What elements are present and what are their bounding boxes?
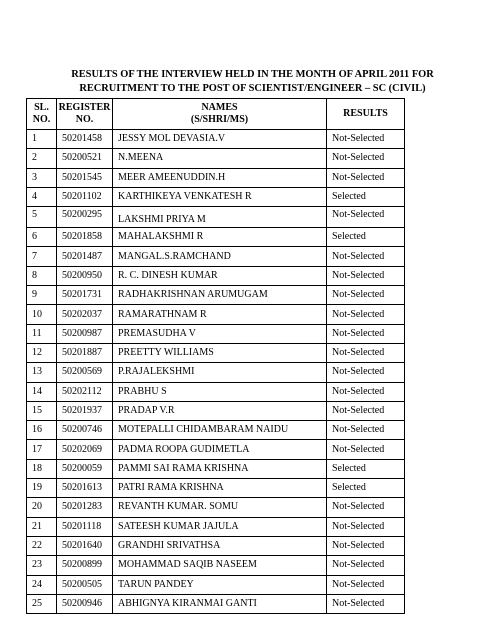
sl-cell: 12 (27, 343, 57, 362)
name-cell: MEER AMEENUDDIN.H (113, 168, 327, 187)
register-cell: 50200059 (57, 459, 113, 478)
result-cell: Selected (327, 228, 405, 247)
result-cell: Not-Selected (327, 556, 405, 575)
result-cell: Not-Selected (327, 207, 405, 228)
name-cell: SATEESH KUMAR JAJULA (113, 517, 327, 536)
sl-cell: 20 (27, 498, 57, 517)
register-cell: 50201102 (57, 187, 113, 206)
header-results: RESULTS (327, 99, 405, 130)
title-line-1: RESULTS OF THE INTERVIEW HELD IN THE MONTH OF APRIL 2011 FOR (71, 69, 434, 80)
result-cell: Not-Selected (327, 440, 405, 459)
name-cell: RAMARATHNAM R (113, 305, 327, 324)
table-row (27, 421, 405, 440)
name-cell: KARTHIKEYA VENKATESH R (113, 187, 327, 206)
title-line-2: RECRUITMENT TO THE POST OF SCIENTIST/ENGINEER – SC (CIVIL) (79, 83, 426, 94)
sl-cell: 18 (27, 459, 57, 478)
result-cell: Not-Selected (327, 363, 405, 382)
table-row (27, 363, 405, 382)
name-cell: PREETTY WILLIAMS (113, 343, 327, 362)
register-cell: 50202037 (57, 305, 113, 324)
register-cell: 50201937 (57, 401, 113, 420)
register-cell: 50200505 (57, 575, 113, 594)
register-cell: 50201731 (57, 286, 113, 305)
result-cell: Not-Selected (327, 168, 405, 187)
name-cell: GRANDHI SRIVATHSA (113, 536, 327, 555)
register-cell: 50201640 (57, 536, 113, 555)
sl-cell: 7 (27, 247, 57, 266)
name-cell: MOHAMMAD SAQIB NASEEM (113, 556, 327, 575)
sl-cell: 5 (27, 207, 57, 228)
result-cell: Not-Selected (327, 247, 405, 266)
name-cell: PAMMI SAI RAMA KRISHNA (113, 459, 327, 478)
sl-cell: 1 (27, 130, 57, 149)
table-row (27, 459, 405, 478)
sl-cell: 13 (27, 363, 57, 382)
table-row (27, 401, 405, 420)
register-cell: 50202112 (57, 382, 113, 401)
name-cell: MANGAL.S.RAMCHAND (113, 247, 327, 266)
name-cell: R. C. DINESH KUMAR (113, 266, 327, 285)
result-cell: Not-Selected (327, 266, 405, 285)
register-cell: 50201858 (57, 228, 113, 247)
table-row (27, 149, 405, 168)
name-cell: PADMA ROOPA GUDIMETLA (113, 440, 327, 459)
sl-cell: 6 (27, 228, 57, 247)
sl-cell: 25 (27, 594, 57, 613)
sl-cell: 15 (27, 401, 57, 420)
sl-cell: 24 (27, 575, 57, 594)
table-row (27, 517, 405, 536)
result-cell: Not-Selected (327, 130, 405, 149)
table-row (27, 207, 405, 228)
result-cell: Not-Selected (327, 382, 405, 401)
sl-cell: 22 (27, 536, 57, 555)
sl-cell: 3 (27, 168, 57, 187)
sl-cell: 23 (27, 556, 57, 575)
header-register-no: REGISTER NO. (57, 99, 113, 130)
name-cell: N.MEENA (113, 149, 327, 168)
table-row (27, 130, 405, 149)
result-cell: Not-Selected (327, 286, 405, 305)
register-cell: 50201487 (57, 247, 113, 266)
table-row (27, 266, 405, 285)
table-row (27, 382, 405, 401)
table-row (27, 575, 405, 594)
sl-cell: 14 (27, 382, 57, 401)
result-cell: Not-Selected (327, 324, 405, 343)
name-cell: ABHIGNYA KIRANMAI GANTI (113, 594, 327, 613)
register-cell: 50201458 (57, 130, 113, 149)
name-cell: LAKSHMI PRIYA M (113, 207, 327, 228)
header-sl-no: SL. NO. (27, 99, 57, 130)
result-cell: Selected (327, 479, 405, 498)
table-row (27, 247, 405, 266)
name-cell: PRABHU S (113, 382, 327, 401)
name-cell: JESSY MOL DEVASIA.V (113, 130, 327, 149)
result-cell: Not-Selected (327, 343, 405, 362)
register-cell: 50200950 (57, 266, 113, 285)
result-cell: Not-Selected (327, 305, 405, 324)
table-header-row (27, 99, 405, 130)
result-cell: Not-Selected (327, 594, 405, 613)
result-cell: Selected (327, 187, 405, 206)
sl-cell: 2 (27, 149, 57, 168)
table-row (27, 536, 405, 555)
sl-cell: 8 (27, 266, 57, 285)
table-row (27, 305, 405, 324)
sl-cell: 19 (27, 479, 57, 498)
table-row (27, 594, 405, 613)
sl-cell: 21 (27, 517, 57, 536)
result-cell: Not-Selected (327, 149, 405, 168)
header-names: NAMES (S/SHRI/MS) (113, 99, 327, 130)
sl-cell: 17 (27, 440, 57, 459)
name-cell: PRADAP V.R (113, 401, 327, 420)
name-cell: P.RAJALEKSHMI (113, 363, 327, 382)
register-cell: 50201283 (57, 498, 113, 517)
table-row (27, 556, 405, 575)
name-cell: PREMASUDHA V (113, 324, 327, 343)
result-cell: Selected (327, 459, 405, 478)
sl-cell: 4 (27, 187, 57, 206)
sl-cell: 16 (27, 421, 57, 440)
name-cell: PATRI RAMA KRISHNA (113, 479, 327, 498)
table-row (27, 440, 405, 459)
register-cell: 50200746 (57, 421, 113, 440)
register-cell: 50201613 (57, 479, 113, 498)
register-cell: 50201887 (57, 343, 113, 362)
result-cell: Not-Selected (327, 498, 405, 517)
table-row (27, 343, 405, 362)
name-cell: MAHALAKSHMI R (113, 228, 327, 247)
document-title (60, 68, 445, 96)
result-cell: Not-Selected (327, 575, 405, 594)
name-cell: RADHAKRISHNAN ARUMUGAM (113, 286, 327, 305)
name-cell: MOTEPALLI CHIDAMBARAM NAIDU (113, 421, 327, 440)
register-cell: 50202069 (57, 440, 113, 459)
name-cell: TARUN PANDEY (113, 575, 327, 594)
table-row (27, 228, 405, 247)
result-cell: Not-Selected (327, 536, 405, 555)
table-row (27, 187, 405, 206)
register-cell: 50201118 (57, 517, 113, 536)
table-row (27, 324, 405, 343)
table-row (27, 168, 405, 187)
table-row (27, 479, 405, 498)
register-cell: 50200987 (57, 324, 113, 343)
result-cell: Not-Selected (327, 421, 405, 440)
result-cell: Not-Selected (327, 401, 405, 420)
result-cell: Not-Selected (327, 517, 405, 536)
results-table (26, 98, 405, 614)
name-cell: REVANTH KUMAR. SOMU (113, 498, 327, 517)
register-cell: 50201545 (57, 168, 113, 187)
register-cell: 50200946 (57, 594, 113, 613)
sl-cell: 11 (27, 324, 57, 343)
table-row (27, 498, 405, 517)
table-row (27, 286, 405, 305)
register-cell: 50200899 (57, 556, 113, 575)
register-cell: 50200569 (57, 363, 113, 382)
sl-cell: 10 (27, 305, 57, 324)
register-cell: 50200521 (57, 149, 113, 168)
sl-cell: 9 (27, 286, 57, 305)
register-cell: 50200295 (57, 207, 113, 228)
